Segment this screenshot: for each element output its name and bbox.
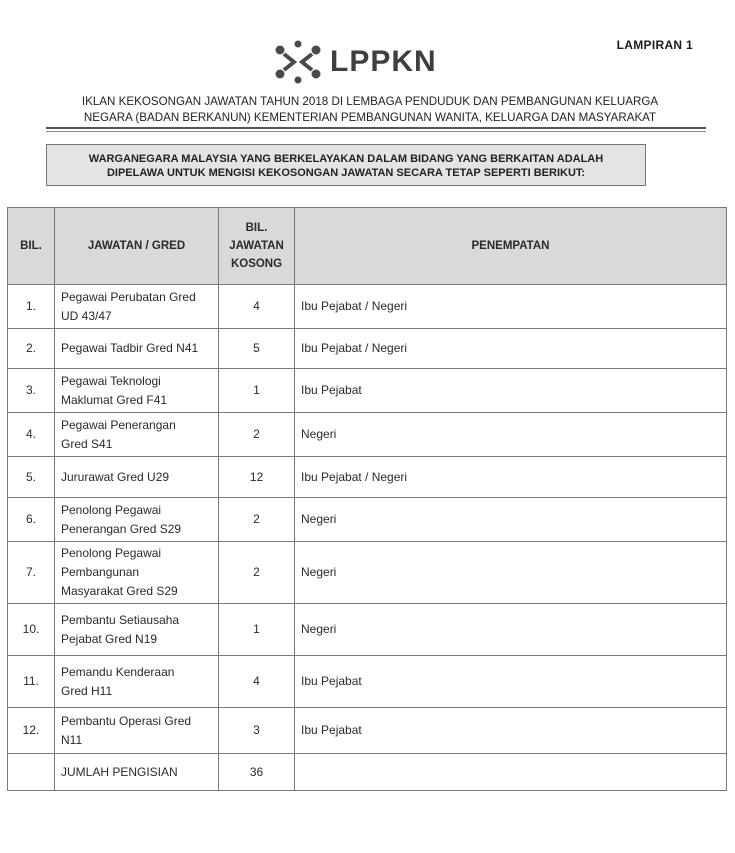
table-row xyxy=(8,708,727,754)
total-empty-placement xyxy=(295,754,727,791)
row-number: 7. xyxy=(8,542,55,604)
total-empty-cell xyxy=(8,754,55,791)
row-placement: Negeri xyxy=(295,542,727,604)
total-value: 36 xyxy=(219,754,295,791)
row-position xyxy=(55,329,219,369)
row-vacancy-count: 4 xyxy=(219,285,295,329)
row-vacancy-count: 1 xyxy=(219,604,295,656)
position-line: Pejabat Gred N19 xyxy=(61,631,158,646)
row-position xyxy=(55,604,219,656)
row-placement: Negeri xyxy=(295,604,727,656)
position-line: UD 43/47 xyxy=(61,308,112,323)
table-row xyxy=(8,498,727,542)
table-header-row xyxy=(8,208,727,285)
row-position xyxy=(55,498,219,542)
row-vacancy-count: 3 xyxy=(219,708,295,754)
header-jawatan: JAWATAN / GRED xyxy=(55,208,219,285)
position-line: Pemandu Kenderaan xyxy=(61,664,175,679)
row-placement: Ibu Pejabat xyxy=(295,369,727,413)
row-number: 6. xyxy=(8,498,55,542)
page-heading xyxy=(40,94,700,126)
row-number: 2. xyxy=(8,329,55,369)
row-number: 4. xyxy=(8,413,55,457)
heading-line-1: IKLAN KEKOSONGAN JAWATAN TAHUN 2018 DI LEMBAGA PENDUDUK DAN PEMBANGUNAN KELUARGA xyxy=(81,95,659,108)
table-row xyxy=(8,329,727,369)
notice-banner xyxy=(46,144,646,186)
row-placement: Ibu Pejabat / Negeri xyxy=(295,457,727,498)
header-kosong-line-1: BIL. xyxy=(245,222,268,234)
row-vacancy-count: 12 xyxy=(219,457,295,498)
banner-line-2: DIPELAWA UNTUK MENGISI KEKOSONGAN JAWATAN SECARA TETAP SEPERTI BERIKUT: xyxy=(106,167,586,179)
position-line: N11 xyxy=(61,732,83,747)
lppkn-logo xyxy=(272,40,437,84)
row-position xyxy=(55,457,219,498)
position-line: Pegawai Penerangan xyxy=(61,417,176,432)
header-kosong xyxy=(219,208,295,285)
row-number: 11. xyxy=(8,656,55,708)
position-line: Maklumat Gred F41 xyxy=(61,392,168,407)
row-position xyxy=(55,413,219,457)
heading-line-2: NEGARA (BADAN BERKANUN) KEMENTERIAN PEMBANGUNAN WANITA, KELUARGA DAN MASYARAKAT xyxy=(83,111,657,124)
row-position xyxy=(55,656,219,708)
row-placement: Ibu Pejabat xyxy=(295,708,727,754)
table-row xyxy=(8,656,727,708)
total-row xyxy=(8,754,727,791)
row-placement: Negeri xyxy=(295,413,727,457)
banner-line-1: WARGANEGARA MALAYSIA YANG BERKELAYAKAN DALAM BIDANG YANG BERKAITAN ADALAH xyxy=(88,153,604,165)
table-row xyxy=(8,604,727,656)
heading-divider xyxy=(46,127,706,129)
row-number: 5. xyxy=(8,457,55,498)
attachment-label: LAMPIRAN 1 xyxy=(616,38,693,52)
heading-divider-thin xyxy=(46,131,706,132)
row-number: 12. xyxy=(8,708,55,754)
row-number: 3. xyxy=(8,369,55,413)
table-row xyxy=(8,457,727,498)
position-line: Penolong Pegawai xyxy=(61,502,162,517)
header-kosong-line-2: JAWATAN xyxy=(229,240,284,252)
row-position xyxy=(55,542,219,604)
position-line: Pembantu Operasi Gred xyxy=(61,713,192,728)
row-vacancy-count: 1 xyxy=(219,369,295,413)
table-row xyxy=(8,369,727,413)
position-line: Masyarakat Gred S29 xyxy=(61,584,178,598)
row-placement: Negeri xyxy=(295,498,727,542)
row-position xyxy=(55,285,219,329)
table-row xyxy=(8,285,727,329)
logo-text: LPPKN xyxy=(330,45,437,78)
row-placement: Ibu Pejabat xyxy=(295,656,727,708)
position-line: Penerangan Gred S29 xyxy=(61,521,182,536)
lppkn-logo-icon xyxy=(272,40,324,84)
position-line: Pembangunan xyxy=(61,565,140,579)
position-line: Pembantu Setiausaha xyxy=(61,612,180,627)
row-vacancy-count: 2 xyxy=(219,498,295,542)
position-line: Jururawat Gred U29 xyxy=(61,469,170,484)
position-line: Penolong Pegawai xyxy=(61,546,162,560)
position-line: Pegawai Perubatan Gred xyxy=(61,289,196,304)
header-kosong-line-3: KOSONG xyxy=(230,258,283,270)
header-bil: BIL. xyxy=(8,208,55,285)
position-line: Pegawai Teknologi xyxy=(61,373,161,388)
row-vacancy-count: 5 xyxy=(219,329,295,369)
row-position xyxy=(55,708,219,754)
row-vacancy-count: 2 xyxy=(219,542,295,604)
table-row xyxy=(8,413,727,457)
vacancy-table xyxy=(7,207,727,791)
row-number: 1. xyxy=(8,285,55,329)
row-placement: Ibu Pejabat / Negeri xyxy=(295,285,727,329)
row-number: 10. xyxy=(8,604,55,656)
position-line: Gred S41 xyxy=(61,436,113,451)
row-vacancy-count: 4 xyxy=(219,656,295,708)
row-position xyxy=(55,369,219,413)
row-placement: Ibu Pejabat / Negeri xyxy=(295,329,727,369)
position-line: Pegawai Tadbir Gred N41 xyxy=(61,341,199,355)
table-row xyxy=(8,542,727,604)
row-vacancy-count: 2 xyxy=(219,413,295,457)
position-line: Gred H11 xyxy=(61,683,113,698)
header-penempatan: PENEMPATAN xyxy=(295,208,727,285)
total-label: JUMLAH PENGISIAN xyxy=(55,754,219,791)
